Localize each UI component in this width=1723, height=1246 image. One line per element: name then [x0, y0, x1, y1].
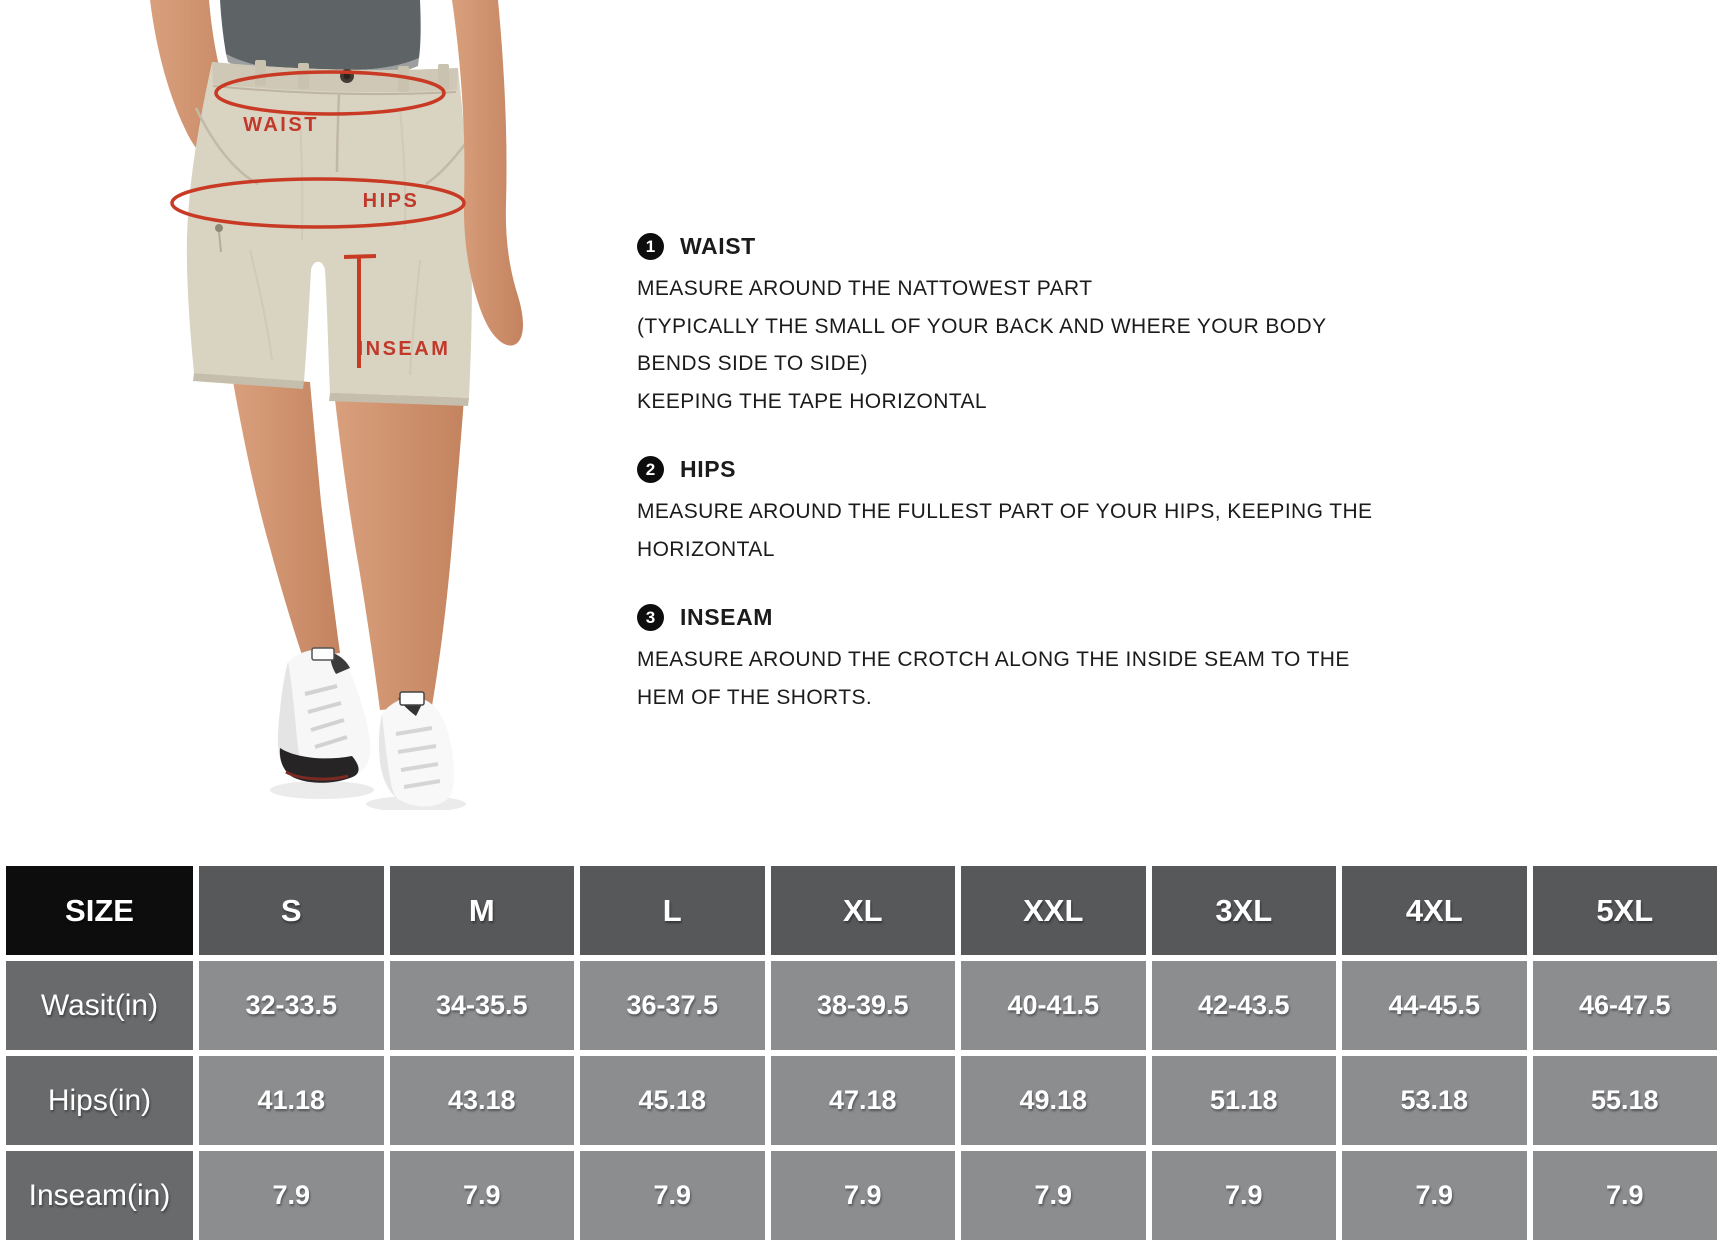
instruction-title: HIPS	[680, 456, 737, 482]
size-table	[0, 860, 1723, 1246]
size-value-cell: 41.18	[199, 1056, 384, 1145]
measurement-instructions	[637, 233, 1377, 752]
size-value-cell: 7.9	[1342, 1151, 1527, 1240]
instruction-title: INSEAM	[680, 604, 774, 630]
size-column-header-3xl: 3XL	[1152, 866, 1337, 955]
size-column-header-xxl: XXL	[961, 866, 1146, 955]
size-column-header-l: L	[580, 866, 765, 955]
step-number-badge: 3	[637, 604, 664, 631]
instruction-line: MEASURE AROUND THE CROTCH ALONG THE INSIDE SEAM TO THE	[637, 648, 1350, 671]
instruction-line: (TYPICALLY THE SMALL OF YOUR BACK AND WHERE YOUR BODY	[637, 314, 1327, 338]
size-value-cell: 32-33.5	[199, 961, 384, 1050]
size-value-cell: 53.18	[1342, 1056, 1527, 1145]
size-column-header-5xl: 5XL	[1533, 866, 1718, 955]
instruction-heading	[637, 456, 1377, 483]
instruction-line: HEM OF THE SHORTS.	[637, 685, 873, 709]
model-left-leg	[232, 376, 340, 658]
size-value-cell: 42-43.5	[1152, 961, 1337, 1050]
hips-annotation-label: HIPS	[362, 190, 420, 212]
size-value-cell: 45.18	[580, 1056, 765, 1145]
size-value-cell: 40-41.5	[961, 961, 1146, 1050]
instruction-heading	[637, 604, 1377, 631]
left-sneaker	[278, 648, 371, 783]
size-value-cell: 43.18	[390, 1056, 575, 1145]
size-value-cell: 7.9	[961, 1151, 1146, 1240]
size-value-cell: 47.18	[771, 1056, 956, 1145]
step-number-badge: 2	[637, 456, 664, 483]
model-photo	[0, 0, 600, 810]
size-value-cell: 7.9	[771, 1151, 956, 1240]
size-value-cell: 49.18	[961, 1056, 1146, 1145]
size-table-corner-header: SIZE	[6, 866, 193, 955]
row-label: Wasit(in)	[6, 961, 193, 1050]
size-value-cell: 7.9	[199, 1151, 384, 1240]
size-value-cell: 38-39.5	[771, 961, 956, 1050]
size-value-cell: 51.18	[1152, 1056, 1337, 1145]
instruction-section-inseam	[637, 604, 1377, 716]
instruction-title: WAIST	[680, 233, 756, 259]
instruction-heading	[637, 233, 1377, 260]
size-column-header-xl: XL	[771, 866, 956, 955]
row-label: Hips(in)	[6, 1056, 193, 1145]
size-value-cell: 46-47.5	[1533, 961, 1718, 1050]
instruction-line: MEASURE AROUND THE FULLEST PART OF YOUR HIPS, KEEPING THE	[637, 500, 1373, 523]
size-value-cell: 55.18	[1533, 1056, 1718, 1145]
inseam-annotation-label: INSEAM	[357, 338, 451, 360]
instruction-section-waist	[637, 233, 1377, 420]
size-value-cell: 36-37.5	[580, 961, 765, 1050]
size-value-cell: 7.9	[1533, 1151, 1718, 1240]
size-column-header-m: M	[390, 866, 575, 955]
right-sneaker	[379, 692, 454, 806]
step-number-badge: 1	[637, 233, 664, 260]
size-value-cell: 34-35.5	[390, 961, 575, 1050]
instruction-section-hips	[637, 456, 1377, 568]
size-value-cell: 7.9	[390, 1151, 575, 1240]
size-column-header-s: S	[199, 866, 384, 955]
row-label: Inseam(in)	[6, 1151, 193, 1240]
size-column-header-4xl: 4XL	[1342, 866, 1527, 955]
instruction-line: BENDS SIDE TO SIDE)	[637, 352, 868, 375]
size-value-cell: 44-45.5	[1342, 961, 1527, 1050]
size-value-cell: 7.9	[1152, 1151, 1337, 1240]
instruction-line: HORIZONTAL	[637, 537, 775, 561]
model-shirt	[220, 0, 421, 70]
size-value-cell: 7.9	[580, 1151, 765, 1240]
waist-annotation-label: WAIST	[243, 114, 319, 136]
instruction-line: KEEPING THE TAPE HORIZONTAL	[637, 389, 987, 413]
instruction-line: MEASURE AROUND THE NATTOWEST PART	[637, 277, 1093, 300]
model-right-leg	[334, 391, 464, 710]
